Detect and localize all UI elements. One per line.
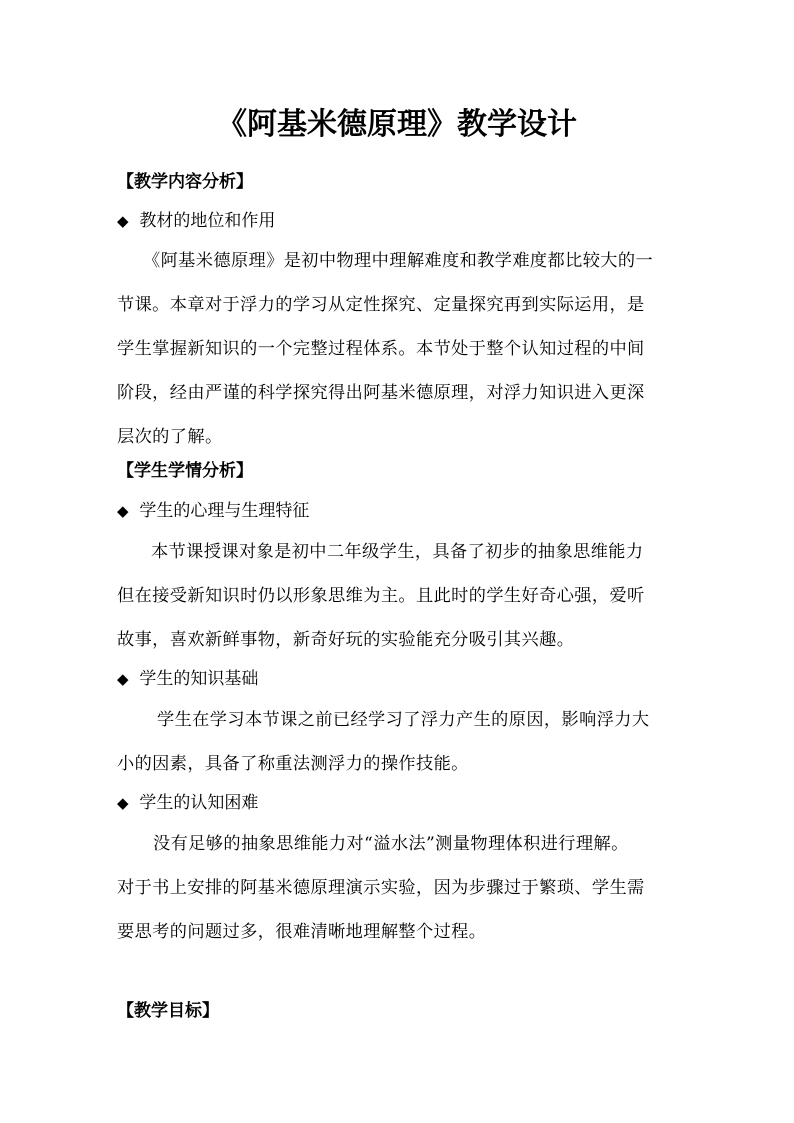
section-heading-student-analysis: 【学生学情分析】 [117, 461, 253, 481]
paragraph-line: 故事，喜欢新鲜事物，新奇好玩的实验能充分吸引其兴趣。 [117, 630, 575, 650]
diamond-bullet-icon: ◆ [117, 794, 129, 812]
paragraph-line: 阶段，经由严谨的科学探究得出阿基米德原理，对浮力知识进入更深 [117, 383, 645, 403]
paragraph-line: 但在接受新知识时仍以形象思维为主。且此时的学生好奇心强，爱听 [117, 586, 645, 606]
document-title: 《阿基米德原理》教学设计 [217, 107, 577, 142]
bullet-cognitive-difficulty [117, 791, 258, 815]
paragraph-line: 小的因素，具备了称重法测浮力的操作技能。 [117, 754, 469, 774]
paragraph-knowledge-foundation [117, 698, 679, 786]
section-heading-content-analysis: 【教学内容分析】 [117, 172, 253, 192]
bullet-label: 教材的地位和作用 [139, 211, 276, 231]
paragraph-line: 层次的了解。 [117, 427, 223, 447]
bullet-label: 学生的认知困难 [139, 793, 259, 813]
bullet-label: 学生的知识基础 [139, 669, 259, 689]
bullet-label: 学生的心理与生理特征 [139, 501, 310, 521]
paragraph-line: 要思考的问题过多，很难清晰地理解整个过程。 [117, 922, 487, 942]
diamond-bullet-icon: ◆ [117, 212, 129, 230]
paragraph-line: 本节课授课对象是初中二年级学生，具备了初步的抽象思维能力 [151, 542, 644, 562]
bullet-psychological-traits [117, 499, 309, 523]
paragraph-content-analysis [117, 239, 679, 459]
paragraph-cognitive-difficulty [117, 822, 679, 954]
bullet-knowledge-foundation [117, 667, 258, 691]
paragraph-line: 《阿基米德原理》是初中物理中理解难度和教学难度都比较大的一 [143, 251, 654, 271]
paragraph-line: 对于书上安排的阿基米德原理演示实验，因为步骤过于繁琐、学生需 [117, 878, 645, 898]
paragraph-line: 学生掌握新知识的一个完整过程体系。本节处于整个认知过程的中间 [117, 339, 645, 359]
section-heading-objectives: 【教学目标】 [117, 1001, 219, 1021]
diamond-bullet-icon: ◆ [117, 502, 129, 520]
diamond-bullet-icon: ◆ [117, 670, 129, 688]
paragraph-psychological-traits [117, 530, 679, 662]
paragraph-line: 学生在学习本节课之前已经学习了浮力产生的原因，影响浮力大 [157, 710, 650, 730]
paragraph-line: 没有足够的抽象思维能力对“溢水法”测量物理体积进行理解。 [153, 834, 629, 854]
bullet-role-of-textbook [117, 209, 275, 233]
paragraph-line: 节课。本章对于浮力的学习从定性探究、定量探究再到实际运用，是 [117, 295, 645, 315]
